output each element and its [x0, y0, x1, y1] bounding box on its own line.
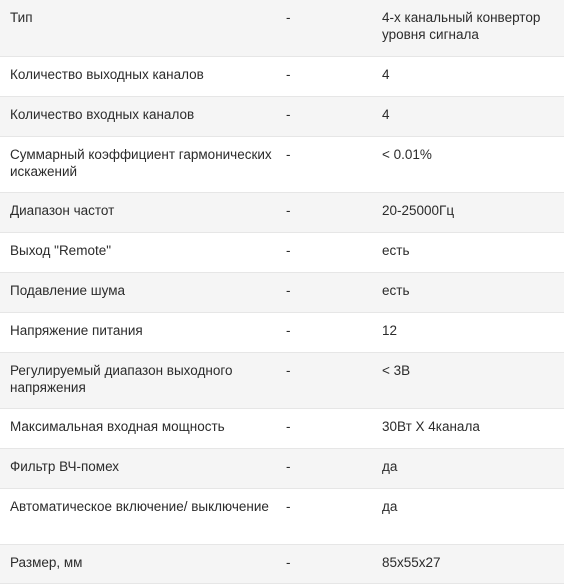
spec-name: Размер, мм: [10, 554, 83, 570]
spec-value: 30Вт Х 4канала: [382, 418, 480, 434]
spec-value: есть: [382, 242, 410, 258]
spec-name: Автоматическое включение/ выключение: [10, 498, 269, 514]
spec-value: 4: [382, 66, 390, 82]
spec-name: Подавление шума: [10, 282, 126, 298]
spec-row: [0, 544, 564, 583]
spec-value: да: [382, 458, 398, 474]
spec-value: 12: [382, 322, 398, 338]
spec-value: да: [382, 498, 398, 514]
spec-name: Фильтр ВЧ-помех: [10, 458, 120, 474]
spec-value: < 0.01%: [382, 146, 432, 162]
spec-unit: -: [286, 242, 291, 258]
spec-value: есть: [382, 282, 410, 298]
spec-name: Регулируемый диапазон выходного напряжения: [10, 362, 233, 395]
spec-unit: -: [286, 418, 291, 434]
spec-unit: -: [286, 554, 291, 570]
spec-name: Максимальная входная мощность: [10, 418, 225, 434]
spec-name: Тип: [10, 10, 33, 25]
spec-name: Суммарный коэффициент гармонических искажений: [10, 146, 272, 179]
spec-unit: -: [286, 66, 291, 82]
spec-value: < 3В: [382, 362, 411, 378]
spec-row: [0, 0, 564, 56]
spec-value: 4-х канальный конвертор уровня сигнала: [382, 10, 541, 42]
spec-unit: -: [286, 322, 291, 338]
spec-row: [0, 96, 564, 136]
spec-row: [0, 232, 564, 272]
spec-row: [0, 56, 564, 96]
spec-value: 20-25000Гц: [382, 202, 455, 218]
spec-row: [0, 408, 564, 448]
spec-row: [0, 352, 564, 408]
spec-unit: -: [286, 146, 291, 162]
spec-unit: -: [286, 282, 291, 298]
spec-row: [0, 488, 564, 544]
spec-name: Диапазон частот: [10, 202, 115, 218]
spec-name: Количество входных каналов: [10, 106, 195, 122]
spec-row: [0, 312, 564, 352]
spec-unit: -: [286, 458, 291, 474]
spec-row: [0, 136, 564, 192]
spec-row: [0, 448, 564, 488]
spec-unit: -: [286, 106, 291, 122]
spec-name: Количество выходных каналов: [10, 66, 204, 82]
spec-unit: -: [286, 10, 291, 25]
spec-unit: -: [286, 498, 291, 514]
spec-unit: -: [286, 202, 291, 218]
spec-row: [0, 192, 564, 232]
spec-value: 85x55x27: [382, 554, 441, 570]
spec-name: Выход "Remote": [10, 242, 111, 258]
spec-name: Напряжение питания: [10, 322, 143, 338]
spec-row: [0, 272, 564, 312]
spec-unit: -: [286, 362, 291, 378]
spec-value: 4: [382, 106, 390, 122]
